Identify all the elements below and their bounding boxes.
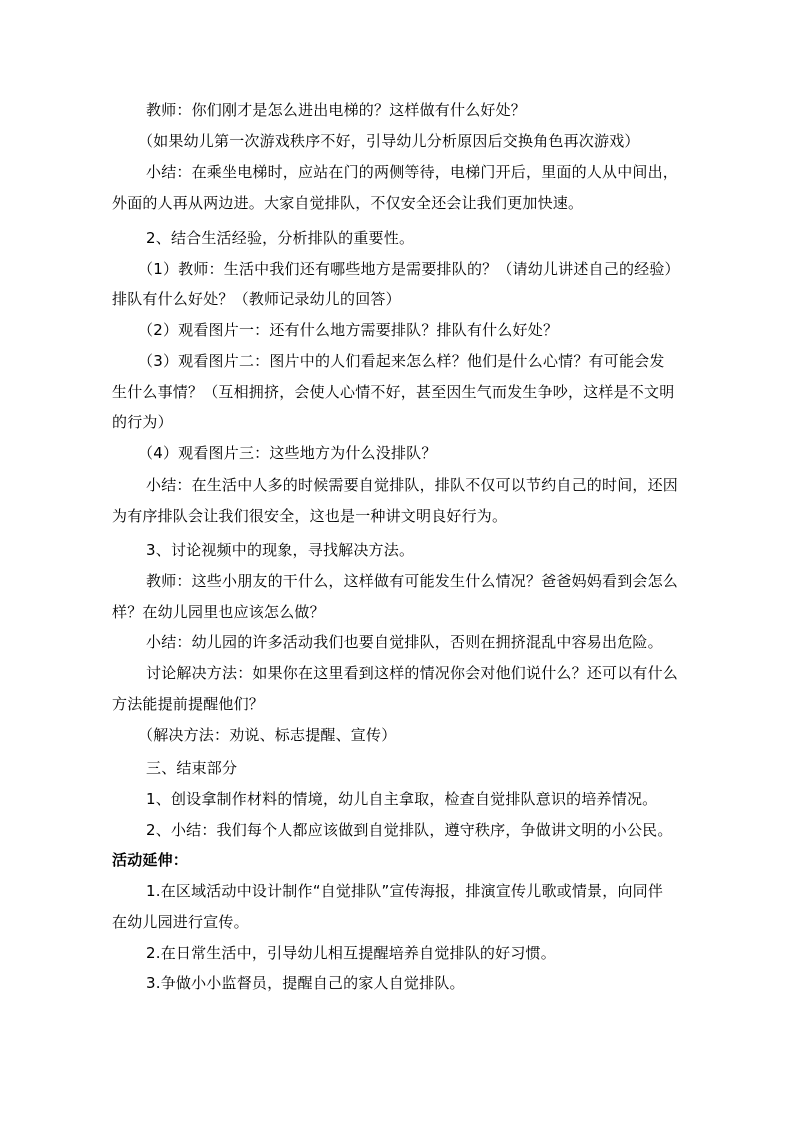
- section-heading: 三、结束部分: [146, 759, 238, 777]
- paragraph-line: 方法能提前提醒他们？: [112, 695, 265, 713]
- paragraph-line: （2）观看图片一：还有什么地方需要排队？排队有什么好处？: [138, 321, 559, 339]
- paragraph-line: 为有序排队会让我们很安全，这也是一种讲文明良好行为。: [112, 507, 508, 525]
- paragraph-line: 小结：在乘坐电梯时，应站在门的两侧等待，电梯门开后，里面的人从中间出，: [146, 163, 679, 181]
- paragraph-line: 3.争做小小监督员，提醒自己的家人自觉排队。: [146, 974, 465, 992]
- paragraph-line: 2.在日常生活中，引导幼儿相互提醒培养自觉排队的好习惯。: [146, 944, 556, 962]
- paragraph-line: 教师：你们刚才是怎么进出电梯的？这样做有什么好处？: [146, 101, 527, 119]
- paragraph-line: （4）观看图片三：这些地方为什么没排队？: [138, 444, 437, 462]
- extension-heading: 活动延伸：: [112, 851, 189, 869]
- paragraph-line: （1）教师：生活中我们还有哪些地方是需要排队的？（请幼儿讲述自己的经验）: [138, 260, 680, 278]
- paragraph-line: 小结：在生活中人多的时候需要自觉排队，排队不仅可以节约自己的时间，还因: [146, 476, 679, 494]
- paragraph-line: 的行为）: [112, 413, 173, 431]
- paragraph-line: 2、小结：我们每个人都应该做到自觉排队，遵守秩序，争做讲文明的小公民。: [146, 821, 673, 839]
- paragraph-line: 外面的人再从两边进。大家自觉排队，不仅安全还会让我们更加快速。: [112, 194, 584, 212]
- paragraph-line: 讨论解决方法：如果你在这里看到这样的情况你会对他们说什么？还可以有什么: [146, 664, 679, 682]
- paragraph-line: 生什么事情？（互相拥挤，会使人心情不好，甚至因生气而发生争吵，这样是不文明: [112, 383, 675, 401]
- paragraph-line: 1.在区域活动中设计制作“自觉排队”宣传海报，排演宣传儿歌或情景，向同伴: [146, 882, 664, 900]
- section-heading: 2、结合生活经验，分析排队的重要性。: [146, 229, 415, 247]
- paragraph-line: （3）观看图片二：图片中的人们看起来怎么样？他们是什么心情？有可能会发: [138, 352, 665, 370]
- paragraph-line: 样？在幼儿园里也应该怎么做？: [112, 603, 325, 621]
- section-heading: 3、讨论视频中的现象，寻找解决方法。: [146, 541, 415, 559]
- paragraph-line: 教师：这些小朋友的干什么，这样做有可能发生什么情况？爸爸妈妈看到会怎么: [146, 572, 679, 590]
- paragraph-line: 1、创设拿制作材料的情境，幼儿自主拿取，检查自觉排队意识的培养情况。: [146, 790, 658, 808]
- paragraph-line: （解决方法：劝说、标志提醒、宣传）: [138, 726, 397, 744]
- paragraph-line: 在幼儿园进行宣传。: [112, 913, 249, 931]
- paragraph-line: （如果幼儿第一次游戏秩序不好，引导幼儿分析原因后交换角色再次游戏）: [138, 132, 640, 150]
- paragraph-line: 排队有什么好处？（教师记录幼儿的回答）: [112, 290, 401, 308]
- paragraph-line: 小结：幼儿园的许多活动我们也要自觉排队，否则在拥挤混乱中容易出危险。: [146, 633, 663, 651]
